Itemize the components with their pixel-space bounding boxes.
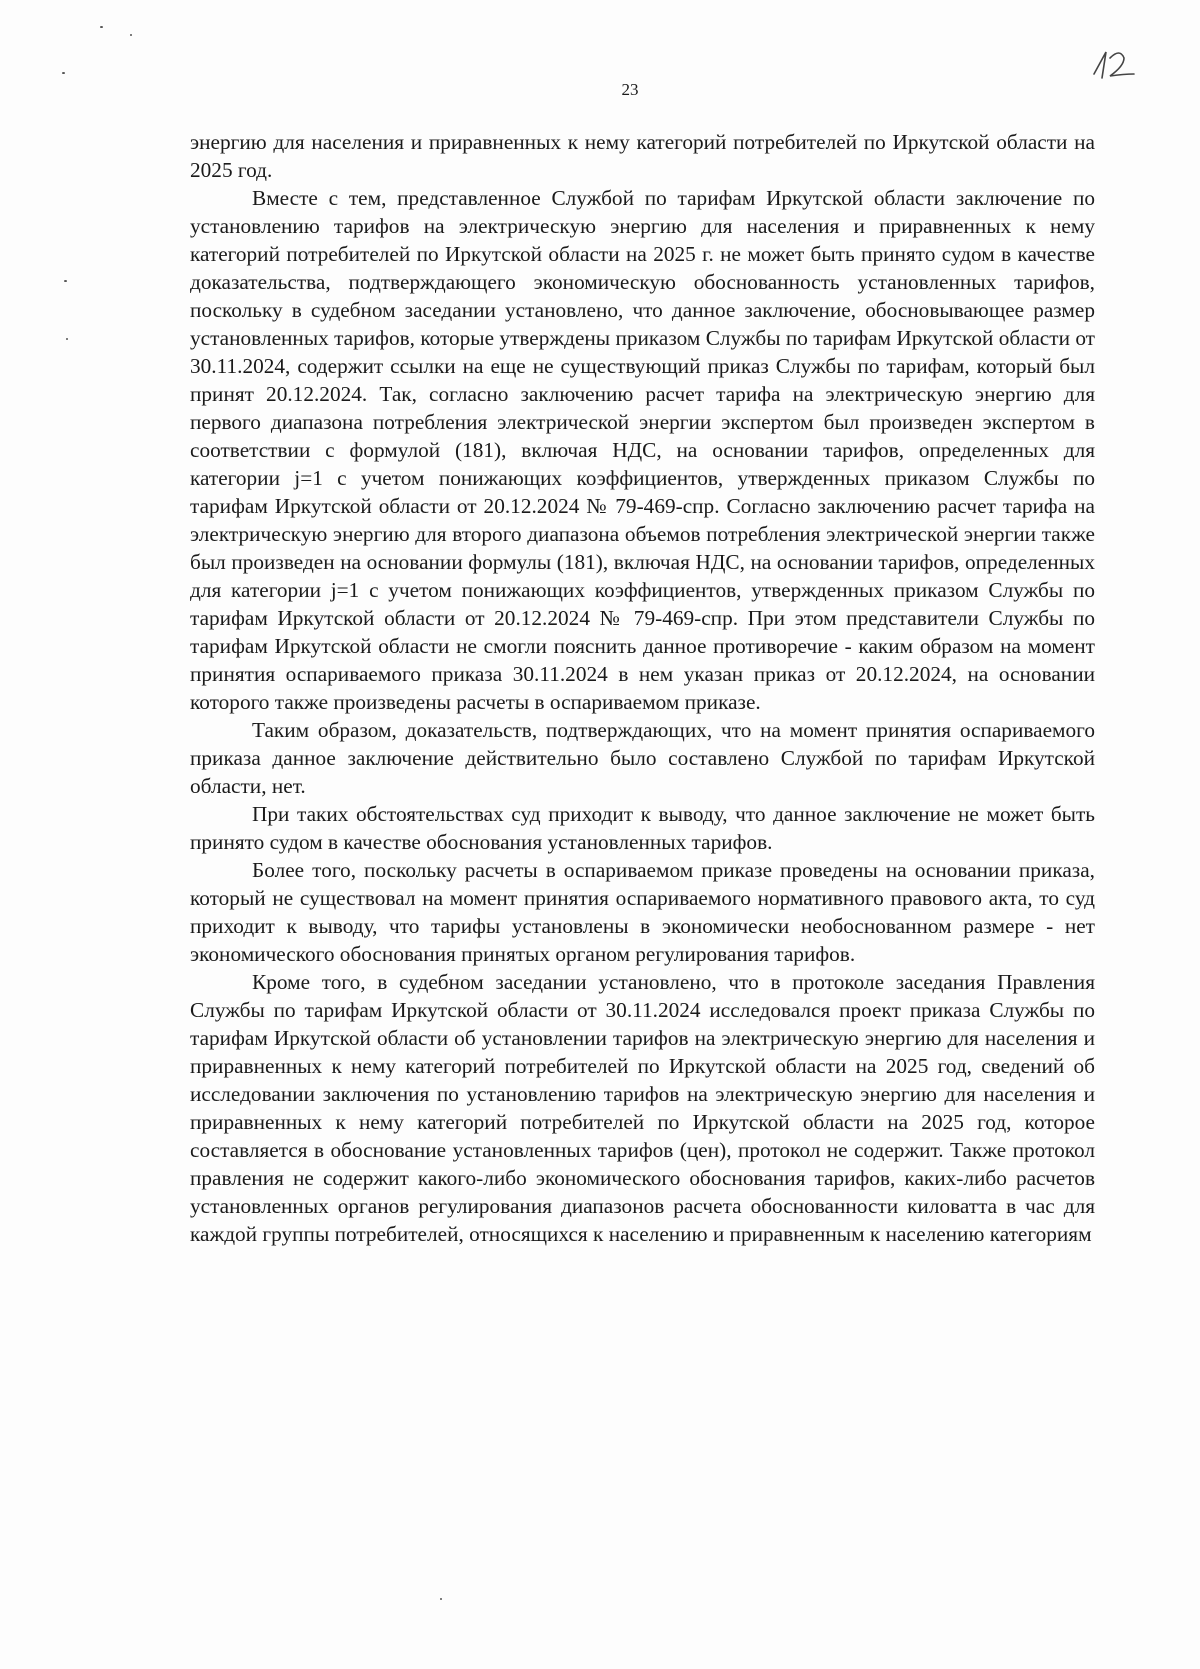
- page-number: 23: [621, 80, 639, 99]
- body-text: [190, 128, 1095, 1248]
- paragraph: Более того, поскольку расчеты в оспариваемом приказе проведены на основании приказа, который не существовал на момент принятия оспариваемого нормативного правового акта, то суд приходит к выводу, что тарифы установлены в экономически необоснованном размере - нет экономического обоснования принятых органом регулирования тарифов.: [190, 858, 1095, 966]
- scan-speck: [66, 338, 68, 340]
- paragraph: При таких обстоятельствах суд приходит к выводу, что данное заключение не может быть принято судом в качестве обоснования установленных тарифов.: [190, 802, 1095, 854]
- paragraph: энергию для населения и приравненных к нему категорий потребителей по Иркутской области на 2025 год.: [190, 130, 1095, 182]
- scan-speck: [64, 280, 67, 282]
- paragraph: Кроме того, в судебном заседании установлено, что в протоколе заседания Правления Службы по тарифам Иркутской области от 30.11.2024 исследовался проект приказа Службы по тарифам Иркутской области об установлении тарифов на электрическую энергию для населения и приравненных к нему категорий потребителей по Иркутской области на 2025 год, сведений об исследовании заключения по установлению тарифов на электрическую энергию для населения и приравненных к нему категорий потребителей по Иркутской области на 2025 год, которое составляется в обоснование установленных тарифов (цен), протокол не содержит. Также протокол правления не содержит какого-либо экономического обоснования тарифов, каких-либо расчетов установленных органов регулирования диапазонов расчета обоснованности киловатта в час для каждой группы потребителей, относящихся к населению и приравненным к населению категориям: [190, 970, 1095, 1246]
- scan-speck: [440, 1598, 442, 1600]
- paragraph: Вместе с тем, представленное Службой по тарифам Иркутской области заключение по установлению тарифов на электрическую энергию для населения и приравненных к нему категорий потребителей по Иркутской области на 2025 г. не может быть принято судом в качестве доказательства, подтверждающего экономическую обоснованность установленных тарифов, поскольку в судебном заседании установлено, что данное заключение, обосновывающее размер установленных тарифов, которые утверждены приказом Службы по тарифам Иркутской области от 30.11.2024, содержит ссылки на еще не существующий приказ Службы по тарифам, который был принят 20.12.2024. Так, согласно заключению расчет тарифа на электрическую энергию для первого диапазона потребления электрической энергии экспертом был произведен экспертом в соответствии с формулой (181), включая НДС, на основании тарифов, определенных для категории j=1 с учетом понижающих коэффициентов, утвержденных приказом Службы по тарифам Иркутской области от 20.12.2024 № 79-469-спр. Согласно заключению расчет тарифа на электрическую энергию для второго диапазона объемов потребления электрической энергии также был произведен на основании формулы (181), включая НДС, на основании тарифов, определенных для категории j=1 с учетом понижающих коэффициентов, утвержденных приказом Службы по тарифам Иркутской области от 20.12.2024 № 79-469-спр. При этом представители Службы по тарифам Иркутской области не смогли пояснить данное противоречие - каким образом на момент принятия оспариваемого приказа 30.11.2024 в нем указан приказ от 20.12.2024, на основании которого также произведены расчеты в оспариваемом приказе.: [190, 186, 1095, 714]
- scan-speck: [100, 26, 103, 28]
- scan-speck: [62, 72, 65, 74]
- handwritten-sheet-number: [1080, 44, 1140, 88]
- scan-speck: [130, 34, 132, 36]
- paragraph: Таким образом, доказательств, подтверждающих, что на момент принятия оспариваемого приказа данное заключение действительно было составлено Службой по тарифам Иркутской области, нет.: [190, 718, 1095, 798]
